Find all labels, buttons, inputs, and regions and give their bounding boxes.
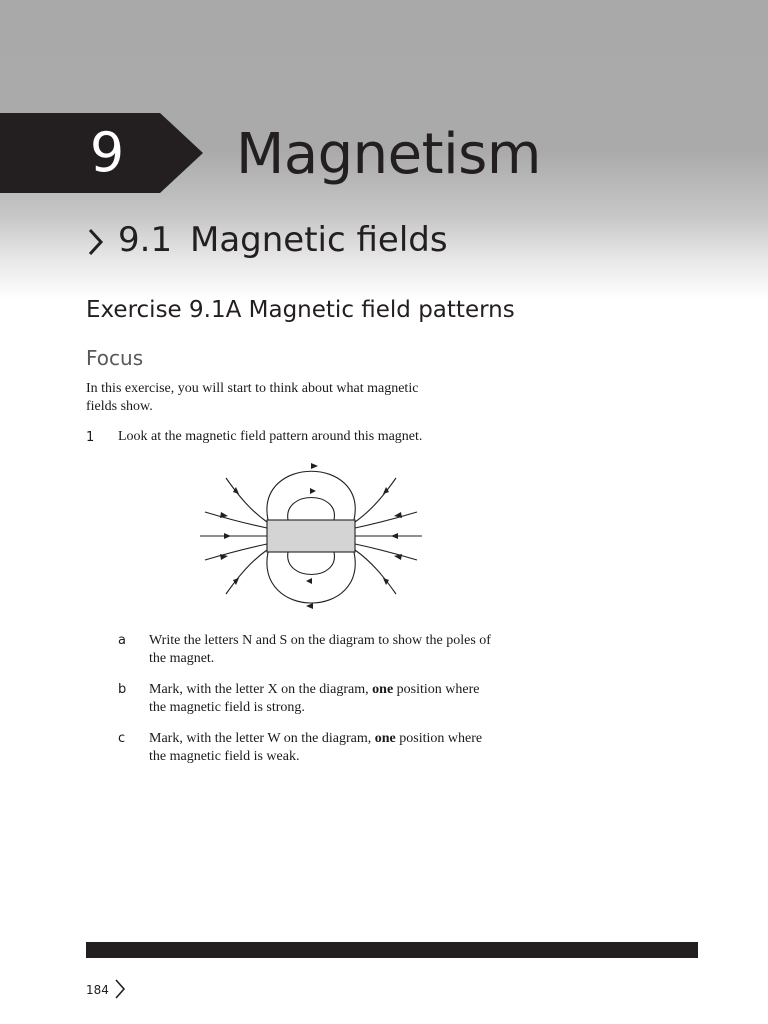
text-run: position where [395, 731, 483, 746]
chevron-right-icon [114, 978, 126, 1000]
section-title: Magnetic fields [190, 220, 448, 260]
text-run: Mark, with the letter X on the diagram, [149, 682, 373, 697]
chapter-title: Magnetism [236, 122, 541, 187]
field-line-left-4 [226, 550, 267, 594]
field-line-top-outer [267, 471, 355, 520]
field-line-right-1 [355, 478, 396, 522]
part-letter: c [118, 731, 126, 746]
part-text [149, 632, 539, 668]
part-text-line: the magnetic field is weak. [149, 749, 300, 764]
footer-bar [86, 942, 698, 958]
emphasis-text: one [372, 682, 394, 697]
part-text-line: the magnet. [149, 651, 215, 666]
section-number: 9.1 [118, 220, 173, 260]
exercise-title: Exercise 9.1A Magnetic field patterns [86, 297, 515, 323]
focus-heading: Focus [86, 346, 144, 370]
question-number: 1 [86, 430, 95, 445]
part-letter: b [118, 682, 127, 697]
chevron-right-icon [86, 227, 106, 257]
chapter-number: 9 [89, 121, 125, 184]
part-text-line: Write the letters N and S on the diagram to show the poles of [149, 633, 491, 648]
text-run: Mark, with the letter W on the diagram, [149, 731, 375, 746]
part-text [149, 730, 539, 766]
page-number: 184 [86, 983, 109, 997]
text-run: position where [393, 682, 480, 697]
arrowhead [306, 578, 312, 584]
arrowhead [311, 463, 318, 469]
part-letter: a [118, 633, 126, 648]
focus-text-line: fields show. [86, 399, 153, 414]
part-text-line [149, 730, 539, 748]
part-text-line: the magnetic field is strong. [149, 700, 305, 715]
field-line-top-inner [288, 498, 335, 521]
field-line-right-4 [355, 550, 396, 594]
emphasis-text: one [374, 731, 396, 746]
magnetic-field-diagram [196, 460, 428, 612]
arrowhead [224, 533, 231, 539]
field-line-bottom-outer [267, 552, 355, 603]
arrowhead [306, 603, 313, 609]
field-line-left-1 [226, 478, 267, 522]
field-line-bottom-inner [288, 552, 335, 575]
arrowhead [391, 533, 398, 539]
part-text [149, 681, 539, 717]
focus-text [86, 380, 476, 416]
focus-text-line: In this exercise, you will start to think about what magnetic [86, 381, 419, 396]
arrowhead [310, 488, 316, 494]
bar-magnet [267, 520, 355, 552]
part-text-line [149, 681, 539, 699]
question-text: Look at the magnetic field pattern around this magnet. [118, 429, 423, 444]
